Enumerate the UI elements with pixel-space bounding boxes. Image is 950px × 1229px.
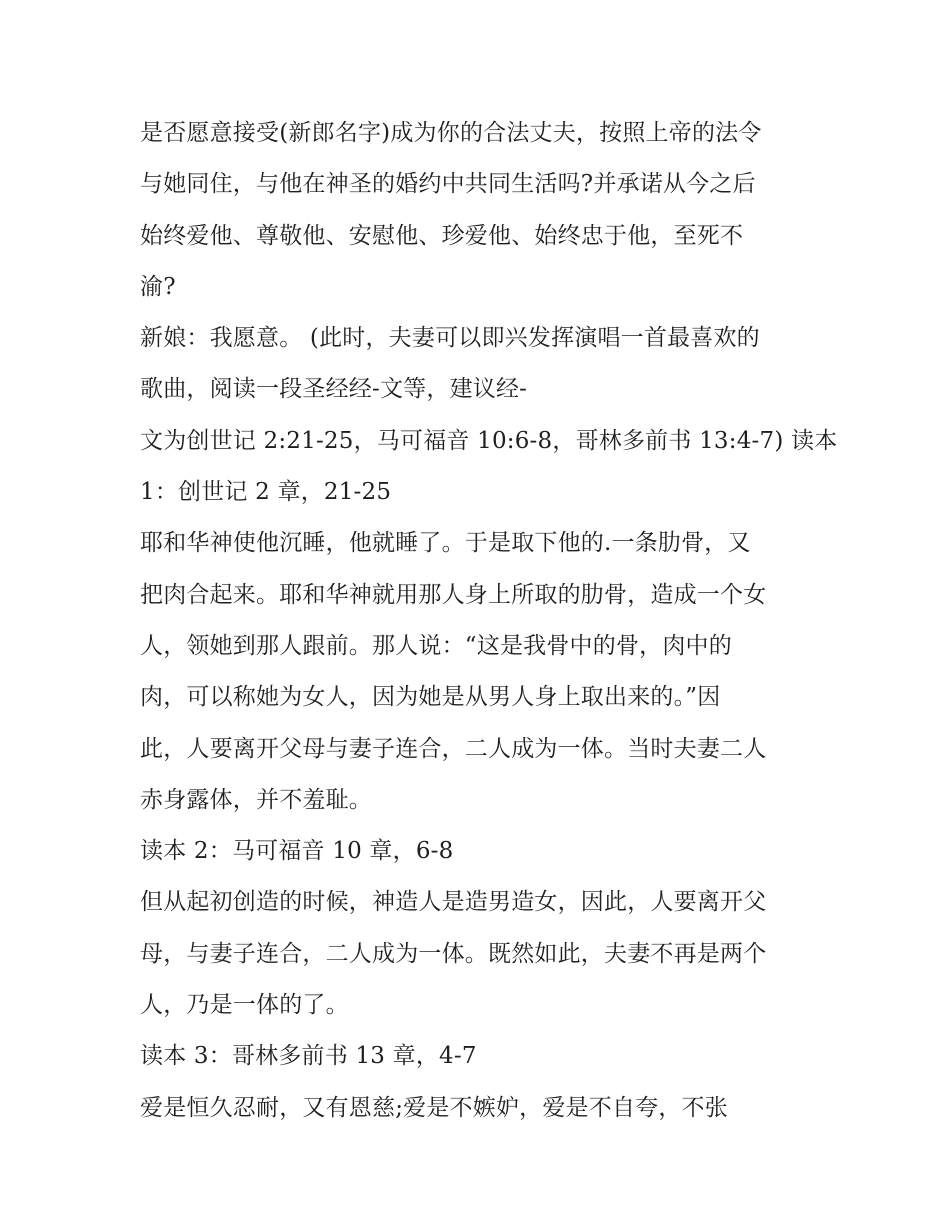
text-line: 人，乃是一体的了。	[140, 992, 349, 1019]
text-line: 耶和华神使他沉睡，他就睡了。于是取下他的.一条肋骨，又	[140, 530, 751, 557]
text-line: 母，与妻子连合，二人成为一体。既然如此，夫妻不再是两个	[140, 940, 767, 967]
text-line: 文为创世记 2:21-25，马可福音 10:6-8，哥林多前书 13:4-7) 读本	[140, 427, 838, 454]
document-body	[140, 108, 838, 1134]
text-line: 人，领她到那人跟前。那人说：“这是我骨中的骨，肉中的	[140, 632, 732, 659]
text-line: 渝?	[140, 273, 176, 300]
text-line: 但从起初创造的时候，神造人是造男造女，因此，人要离开父	[140, 889, 767, 916]
text-line: 此，人要离开父母与妻子连合，二人成为一体。当时夫妻二人	[140, 735, 767, 762]
text-line: 赤身露体，并不羞耻。	[140, 786, 372, 813]
text-line: 新娘：我愿意。 (此时，夫妻可以即兴发挥演唱一首最喜欢的	[140, 325, 760, 352]
text-line: 是否愿意接受(新郎名字)成为你的合法丈夫，按照上帝的法令	[140, 120, 762, 146]
text-line: 读本 2：马可福音 10 章，6-8	[140, 838, 454, 865]
text-line: 把肉合起来。耶和华神就用那人身上所取的肋骨，造成一个女	[140, 581, 767, 608]
text-line: 爱是恒久忍耐，又有恩慈;爱是不嫉妒，爱是不自夸，不张	[140, 1094, 728, 1121]
text-line: 读本 3：哥林多前书 13 章，4-7	[140, 1043, 477, 1070]
text-line: 与她同住，与他在神圣的婚约中共同生活吗?并承诺从今之后	[140, 171, 756, 198]
text-line: 歌曲，阅读一段圣经经-文等，建议经-	[140, 376, 528, 403]
text-line: 肉，可以称她为女人，因为她是从男人身上取出来的。”因	[140, 684, 721, 711]
text-line: 1：创世记 2 章，21-25	[140, 479, 392, 506]
text-line: 始终爱他、尊敬他、安慰他、珍爱他、始终忠于他，至死不	[140, 222, 744, 249]
